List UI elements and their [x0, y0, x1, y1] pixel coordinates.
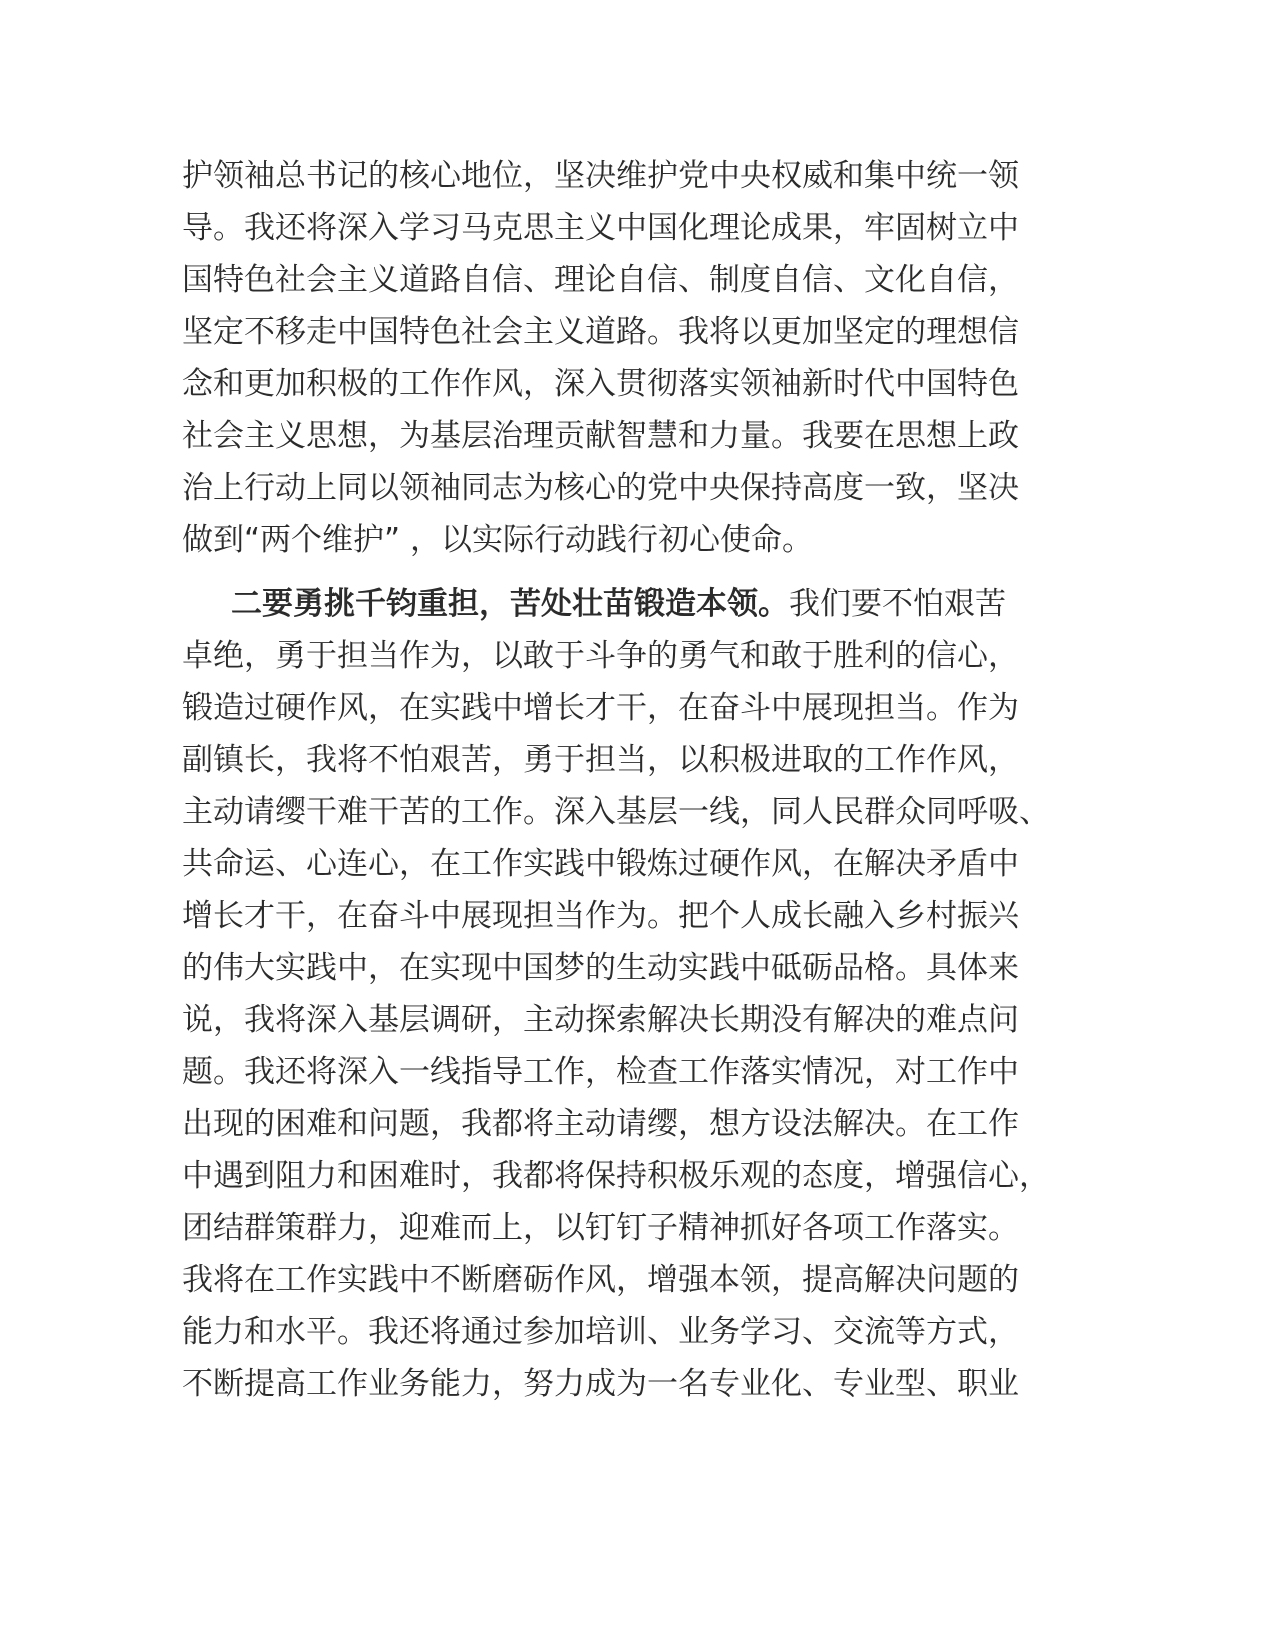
paragraph-line: 出现的困难和问题，我都将主动请缨，想方设法解决。在工作 [182, 1106, 1019, 1142]
paragraph-line: 能力和水平。我还将通过参加培训、业务学习、交流等方式， [182, 1314, 1019, 1350]
paragraph-line: 做到“两个维护” ，以实际行动践行初心使命。 [182, 522, 813, 558]
paragraph-line: 社会主义思想，为基层治理贡献智慧和力量。我要在思想上政 [182, 418, 1019, 454]
paragraph-line: 念和更加积极的工作作风，深入贯彻落实领袖新时代中国特色 [182, 366, 1019, 402]
paragraph-1 [182, 150, 1062, 566]
paragraph-line: 的伟大实践中，在实现中国梦的生动实践中砥砺品格。具体来 [182, 950, 1019, 986]
paragraph-line: 不断提高工作业务能力，努力成为一名专业化、专业型、职业 [182, 1366, 1019, 1402]
paragraph-line: 治上行动上同以领袖同志为核心的党中央保持高度一致，坚决 [182, 470, 1019, 506]
paragraph-line: 说，我将深入基层调研，主动探索解决长期没有解决的难点问 [182, 1002, 1019, 1038]
paragraph-line: 导。我还将深入学习马克思主义中国化理论成果，牢固树立中 [182, 210, 1019, 246]
paragraph-2 [182, 578, 1062, 1410]
document-body [182, 150, 1062, 1410]
paragraph-line: 共命运、心连心，在工作实践中锻炼过硬作风，在解决矛盾中 [182, 846, 1019, 882]
section-lead-heading: 二要勇挑千钧重担，苦处壮苗锻造本领。 [231, 586, 789, 622]
paragraph-line: 国特色社会主义道路自信、理论自信、制度自信、文化自信， [182, 262, 1019, 298]
paragraph-line: 题。我还将深入一线指导工作，检查工作落实情况，对工作中 [182, 1054, 1019, 1090]
paragraph-first-line [182, 578, 1062, 630]
paragraph-line-text: 我们要不怕艰苦 [789, 586, 1006, 622]
paragraph-line: 锻造过硬作风，在实践中增长才干，在奋斗中展现担当。作为 [182, 690, 1019, 726]
paragraph-line: 主动请缨干难干苦的工作。深入基层一线，同人民群众同呼吸、 [182, 794, 1050, 830]
paragraph-line: 护领袖总书记的核心地位，坚决维护党中央权威和集中统一领 [182, 158, 1019, 194]
paragraph-line: 中遇到阻力和困难时，我都将保持积极乐观的态度，增强信心， [182, 1158, 1050, 1194]
paragraph-line: 坚定不移走中国特色社会主义道路。我将以更加坚定的理想信 [182, 314, 1019, 350]
paragraph-line: 副镇长，我将不怕艰苦，勇于担当，以积极进取的工作作风， [182, 742, 1019, 778]
paragraph-line: 我将在工作实践中不断磨砺作风，增强本领，提高解决问题的 [182, 1262, 1019, 1298]
paragraph-line: 增长才干，在奋斗中展现担当作为。把个人成长融入乡村振兴 [182, 898, 1019, 934]
paragraph-line: 卓绝，勇于担当作为，以敢于斗争的勇气和敢于胜利的信心， [182, 638, 1019, 674]
paragraph-line: 团结群策群力，迎难而上，以钉钉子精神抓好各项工作落实。 [182, 1210, 1019, 1246]
